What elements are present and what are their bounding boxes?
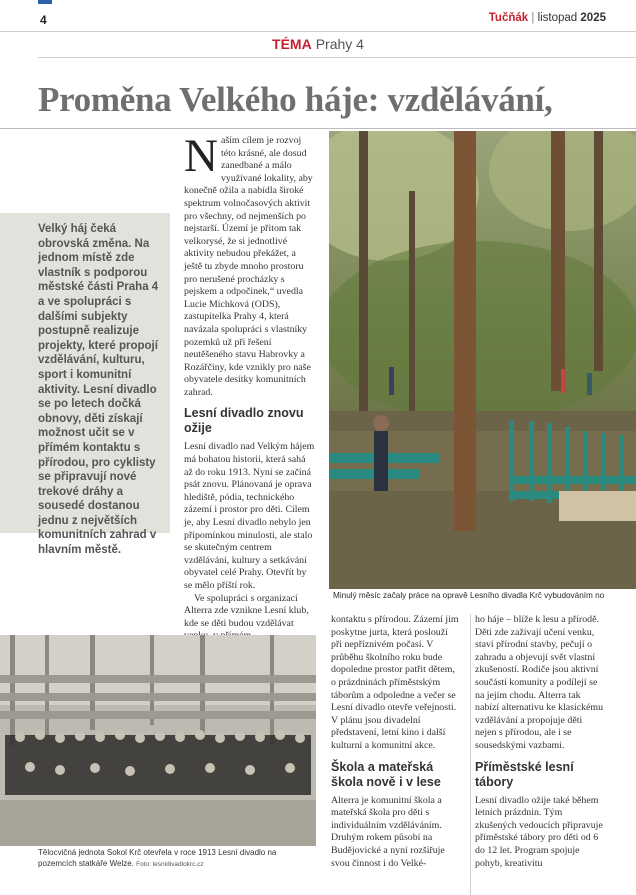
subheading-lesni-divadlo: Lesní divadlo znovu ožije: [184, 406, 304, 436]
headline-rule: [0, 128, 636, 129]
page-number: 4: [40, 13, 47, 27]
magazine-name: Tučňák: [488, 12, 529, 24]
subheading-tabory: Příměstské lesní tábory: [475, 759, 574, 789]
section-name: TÉMA: [272, 36, 312, 52]
section-label: [0, 36, 636, 52]
page-accent-bar: [38, 0, 52, 4]
masthead: [489, 12, 606, 24]
lead-box: [0, 213, 170, 557]
article-paragraph: ho háje – blíže k lesu a přírodě. Děti zde zažívají učení venku, staví přírodní stavby, pečují o zahradu a objevují svět vlastní zkušeností. Rodiče jsou aktivní součástí komunity a podílejí se na jejím chodu. Alterra tak nabízí alternativu ke klasickému vzdělávání a propojuje děti nejen s přírodou, ale i se sousedskými vazbami.: [475, 614, 604, 751]
article-column-2: [331, 614, 460, 870]
masthead-separator: |: [528, 12, 538, 24]
article-paragraph: Ve spolupráci s organizací Alterra zde vznikne Lesní klub, kde se děti budou vzdělávat: [184, 592, 309, 629]
article-paragraph: kontaktu s přírodou. Zázemí jim poskytne jurta, která poslouží při nepříznivém počasí. V průběhu školního roku bude dopoledne prostor patřit dětem, o prázdninách příměstským táborům a odpoledne a večer se Lesní divadlo otevře veřejnosti. V plánu jsou divadelní představení, letní kino i další kulturní a komunitní akce.: [331, 614, 459, 751]
photo-caption-2-text: Tělocvičná jednota Sokol Krč otevřela v roce 1913 Lesní divadlo na pozemcích statkáře Welze.: [38, 848, 277, 868]
photo-credit: Foto: lesnidivadlokrc.cz: [136, 860, 204, 868]
photo-caption-2: [38, 848, 308, 870]
column-divider: [470, 614, 471, 895]
forest-theatre-photo: [329, 131, 636, 589]
drop-cap: N: [184, 130, 218, 182]
article-paragraph: aším cílem je rozvoj této krásné, ale dosud zanedbané a málo využívané lokality, aby konečně ožila a nabídla široké spektrum volnočasových aktivit pro všechny, od nejmenších po nejstarší. Území je přitom tak velkorysé, že si jednotlivé aktivity nebudou překážet, a ještě tu zbyde mnoho prostoru pro nerušené procházky s pejskem a odpočinek,“ uvedla Lucie Michková (ODS), zastupitelka Prahy 4, která navázala spolupráci s vlastníky pozemků už při řešení neutěšeného stavu Habrovky a Rozářčiny, kde vznikly pro naše obyvatele desítky komunitních zahrad.: [184, 135, 313, 398]
article-paragraph: Lesní divadlo nad Velkým hájem má bohatou historii, která sahá až do roku 1913. Nyní se začíná psát znovu. Plánovaná je oprava hlediště, pódia, technického zázemí i prostor pro děti. Cílem je, aby Lesní divadlo nebylo jen připomínkou minulosti, ale stalo se skutečným centrem vzdělávání, kultury a setkávání obyvatel celé Prahy. Otevřít by se mělo příští rok.: [184, 441, 315, 591]
article-paragraph: Alterra je komunitní škola a mateřská škola pro děti s individuálním vzděláváním. Druhým rokem působí na Budějovické a nyní rozšiřuje svou činnost i do Velké-: [331, 794, 445, 869]
issue-year: 2025: [580, 12, 606, 24]
issue-month: listopad: [537, 12, 578, 24]
photo-caption-1: Minulý měsíc začaly práce na opravě Lesního divadla Krč vybudováním no: [333, 591, 605, 600]
section-rule: [38, 57, 636, 58]
subheading-skola: Škola a mateřská škola nově i v lese: [331, 759, 441, 789]
article-paragraph: Lesní divadlo ožije také během letních prázdnin. Tým zkušených vedoucích připravuje příměstské tábory pro děti od 6 do 12 let. Program spojuje pohyb, kreativitu: [475, 794, 603, 869]
article-headline: Proměna Velkého háje: vzdělávání,: [38, 80, 553, 119]
article-column-1: [184, 130, 316, 643]
header-rule: [0, 31, 636, 32]
lead-text: Velký háj čeká obrovská změna. Na jednom místě zde vlastník s podporou městské části Praha 4 a ve spolupráci s dalšími subjekty postupně realizuje projekty, které propojí vzdělávání, kulturu, sport i komunitní aktivity. Lesní divadlo se po letech dočká obnovy, děti získají možnost učit se v přímém kontaktu s přírodou, pro cyklisty se připravují nové trekové dráhy a sousedé dostanou jednu z největších komunitních zahrad v hlavním městě.: [38, 223, 159, 557]
forest-theatre-illustration: [329, 131, 636, 589]
historical-photo: [0, 635, 316, 846]
section-subname: Prahy 4: [315, 36, 364, 52]
article-column-3: [475, 614, 606, 870]
historical-group-illustration: [0, 635, 316, 846]
